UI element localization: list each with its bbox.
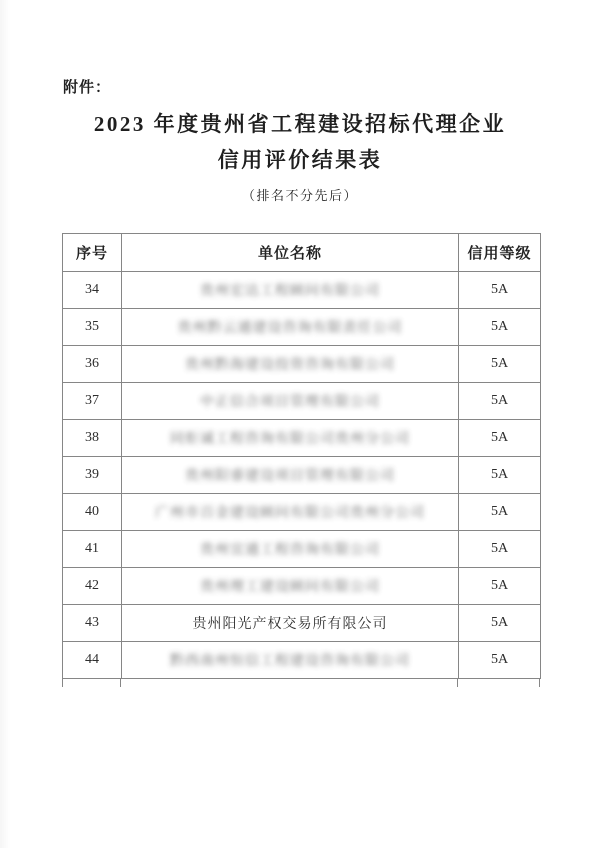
company-name-blurred: 贵州阳睿建设项目管理有限公司 xyxy=(122,457,459,494)
credit-rating-cell: 5A xyxy=(459,272,541,309)
serial-number-cell: 35 xyxy=(63,309,122,346)
company-name-blurred: 中正信合项目管理有限公司 xyxy=(122,383,459,420)
company-name-blurred: 黔西南州恒信工程建设咨询有限公司 xyxy=(122,642,459,679)
company-name-blurred: 贵州理工建设顾问有限公司 xyxy=(122,568,459,605)
table-row xyxy=(63,346,541,383)
table-row xyxy=(63,457,541,494)
credit-rating-cell: 5A xyxy=(459,420,541,457)
credit-rating-cell: 5A xyxy=(459,457,541,494)
company-name-blurred: 贵州宜通工程咨询有限公司 xyxy=(122,531,459,568)
serial-number-cell: 41 xyxy=(63,531,122,568)
table-body xyxy=(63,272,541,679)
credit-rating-cell: 5A xyxy=(459,531,541,568)
credit-rating-cell: 5A xyxy=(459,309,541,346)
credit-rating-cell: 5A xyxy=(459,605,541,642)
company-name-blurred: 同炬诚工程咨询有限公司贵州分公司 xyxy=(122,420,459,457)
credit-rating-cell: 5A xyxy=(459,383,541,420)
serial-number-cell: 37 xyxy=(63,383,122,420)
title-line-2: 信用评价结果表 xyxy=(217,148,383,172)
table-row xyxy=(63,309,541,346)
company-name: 贵州阳光产权交易所有限公司 xyxy=(122,605,459,642)
title-line-1: 2023 年度贵州省工程建设招标代理企业 xyxy=(93,112,507,136)
serial-number-cell: 36 xyxy=(63,346,122,383)
serial-number-cell: 34 xyxy=(63,272,122,309)
company-name-blurred: 贵州宏达工程顾问有限公司 xyxy=(122,272,459,309)
company-name-blurred: 贵州黔云通建设咨询有限责任公司 xyxy=(122,309,459,346)
document-title xyxy=(0,106,600,204)
table-row xyxy=(63,272,541,309)
serial-number-cell: 40 xyxy=(63,494,122,531)
credit-rating-cell: 5A xyxy=(459,346,541,383)
company-name-blurred: 贵州黔海建设投资咨询有限公司 xyxy=(122,346,459,383)
company-name-blurred: 广州市百金建设顾问有限公司贵州分公司 xyxy=(122,494,459,531)
credit-rating-cell: 5A xyxy=(459,568,541,605)
continuation-line xyxy=(457,679,458,687)
serial-number-cell: 44 xyxy=(63,642,122,679)
table-row xyxy=(63,383,541,420)
table-header-row xyxy=(63,234,541,272)
table-row xyxy=(63,420,541,457)
header-company-name: 单位名称 xyxy=(122,234,459,272)
continuation-line xyxy=(62,679,63,687)
table-row xyxy=(63,494,541,531)
continuation-line xyxy=(539,679,540,687)
credit-rating-cell: 5A xyxy=(459,642,541,679)
credit-rating-table xyxy=(62,233,541,679)
header-serial-number: 序号 xyxy=(63,234,122,272)
credit-rating-cell: 5A xyxy=(459,494,541,531)
header-credit-rating: 信用等级 xyxy=(459,234,541,272)
serial-number-cell: 38 xyxy=(63,420,122,457)
table-row xyxy=(63,605,541,642)
attachment-label: 附件： xyxy=(63,80,112,96)
table-row xyxy=(63,642,541,679)
serial-number-cell: 43 xyxy=(63,605,122,642)
table-row xyxy=(63,568,541,605)
serial-number-cell: 39 xyxy=(63,457,122,494)
subtitle-ranking-note: （排名不分先后） xyxy=(241,188,358,203)
table-row xyxy=(63,531,541,568)
serial-number-cell: 42 xyxy=(63,568,122,605)
table-continuation-stub xyxy=(62,679,540,687)
continuation-line xyxy=(120,679,121,687)
